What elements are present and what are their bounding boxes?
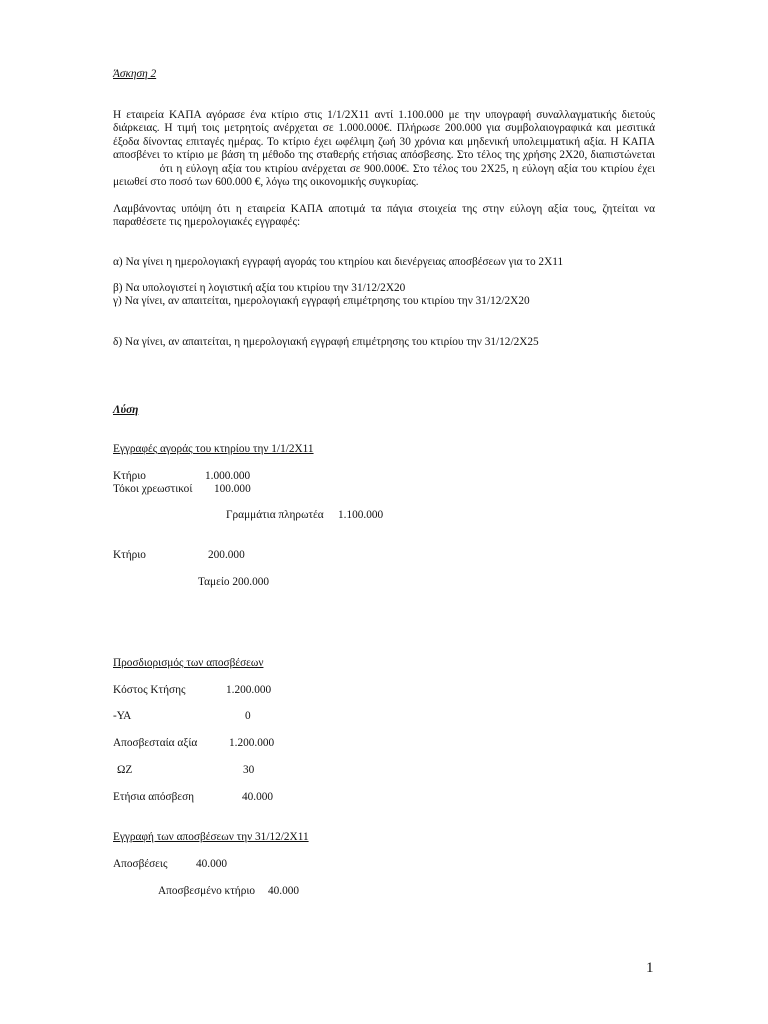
- entry1-debit2-label: Τόκοι χρεωστικοί: [113, 483, 193, 495]
- instruction-line: παραθέσετε τις ημερολογιακές εγγραφές:: [113, 216, 301, 228]
- dep-entry-heading: Εγγραφή των αποσβέσεων την 31/12/2Χ11: [113, 831, 309, 843]
- entry2-debit-label: Κτήριο: [113, 549, 146, 561]
- cost-value: 1.200.000: [226, 684, 272, 696]
- question-a: α) Να γίνει η ημερολογιακή εγγραφή αγοράς του κτηρίου και διενέργειας αποσβέσεων για το 2Χ11: [113, 256, 564, 268]
- dep-credit-value: 40.000: [268, 885, 300, 897]
- intro-line: μειωθεί στο ποσό των 600.000 €, λόγω της οικονομικής συγκυρίας.: [113, 176, 419, 188]
- entry2-credit: Ταμείο 200.000: [198, 576, 270, 588]
- intro-line: έξοδα δίνοντας επιταγές ημέρας. Το κτίριο έχει ωφέλιμη ζωή 30 χρόνια και μηδενική υπολειμματική αξία. Η ΚΑΠΑ: [113, 135, 655, 148]
- question-d: δ) Να γίνει, αν απαιτείται, η ημερολογιακή εγγραφή επιμέτρησης του κτιρίου την 31/12/2Χ25: [113, 336, 539, 348]
- depreciable-value: 1.200.000: [229, 737, 275, 749]
- dep-debit-label: Αποσβέσεις: [113, 858, 168, 870]
- intro-line: ότι η εύλογη αξία του κτιρίου ανέρχεται σε 900.000€. Στο τέλος του 2Χ25, η εύλογη αξία του κτιρίου έχει: [113, 162, 655, 175]
- life-label: ΩΖ: [117, 764, 133, 776]
- solution-title: Λύση: [113, 404, 139, 416]
- annual-value: 40.000: [242, 791, 274, 803]
- cost-label: Κόστος Κτήσης: [113, 684, 186, 696]
- intro-line: διάρκειας. Η τιμή τοις μετρητοίς ανέρχεται σε 1.000.000€. Πλήρωσε 200.000 για συμβολαιογραφικά και μεσιτικά: [113, 122, 655, 135]
- intro-line: αποσβένει το κτίριο με βάση τη μέθοδο της σταθερής ετήσιας απόσβεσης. Στο τέλος της χρήσης 2Χ20, διαπιστώνεται: [113, 149, 655, 162]
- exercise-intro: [113, 109, 655, 176]
- annual-label: Ετήσια απόσβεση: [113, 791, 195, 803]
- dep-credit-label: Αποσβεσμένο κτήριο: [158, 885, 256, 897]
- residual-value: 0: [245, 710, 251, 722]
- depreciation-heading: Προσδιορισμός των αποσβέσεων: [113, 657, 264, 669]
- exercise-instruction: [113, 203, 655, 216]
- page-number: 1: [646, 960, 654, 976]
- instruction-line: Λαμβάνοντας υπόψη ότι η εταιρεία ΚΑΠΑ αποτιμά τα πάγια στοιχεία της στην εύλογη αξία τους, ζητείται να: [113, 203, 655, 215]
- exercise-title: Άσκηση 2: [113, 68, 157, 80]
- question-b: β) Να υπολογιστεί η λογιστική αξία του κτιρίου την 31/12/2Χ20: [113, 282, 406, 294]
- intro-line: Η εταιρεία ΚΑΠΑ αγόρασε ένα κτίριο στις 1/1/2Χ11 αντί 1.100.000 με την υπογραφή συναλλαγματικής διετούς: [113, 109, 655, 121]
- residual-label: -ΥΑ: [113, 710, 132, 722]
- depreciable-label: Αποσβεσταία αξία: [113, 737, 198, 749]
- question-c: γ) Να γίνει, αν απαιτείται, ημερολογιακή εγγραφή επιμέτρησης του κτιρίου την 31/12/2Χ20: [113, 295, 530, 307]
- entry2-debit-value: 200.000: [208, 549, 245, 561]
- entry1-debit1-label: Κτήριο: [113, 470, 146, 482]
- entry1-credit-label: Γραμμάτια πληρωτέα: [226, 509, 324, 521]
- entry1-credit-value: 1.100.000: [338, 509, 384, 521]
- life-value: 30: [243, 764, 255, 776]
- entry1-debit1-value: 1.000.000: [205, 470, 251, 482]
- purchase-heading: Εγγραφές αγοράς του κτηρίου την 1/1/2Χ11: [113, 443, 314, 455]
- entry1-debit2-value: 100.000: [214, 483, 251, 495]
- dep-debit-value: 40.000: [196, 858, 228, 870]
